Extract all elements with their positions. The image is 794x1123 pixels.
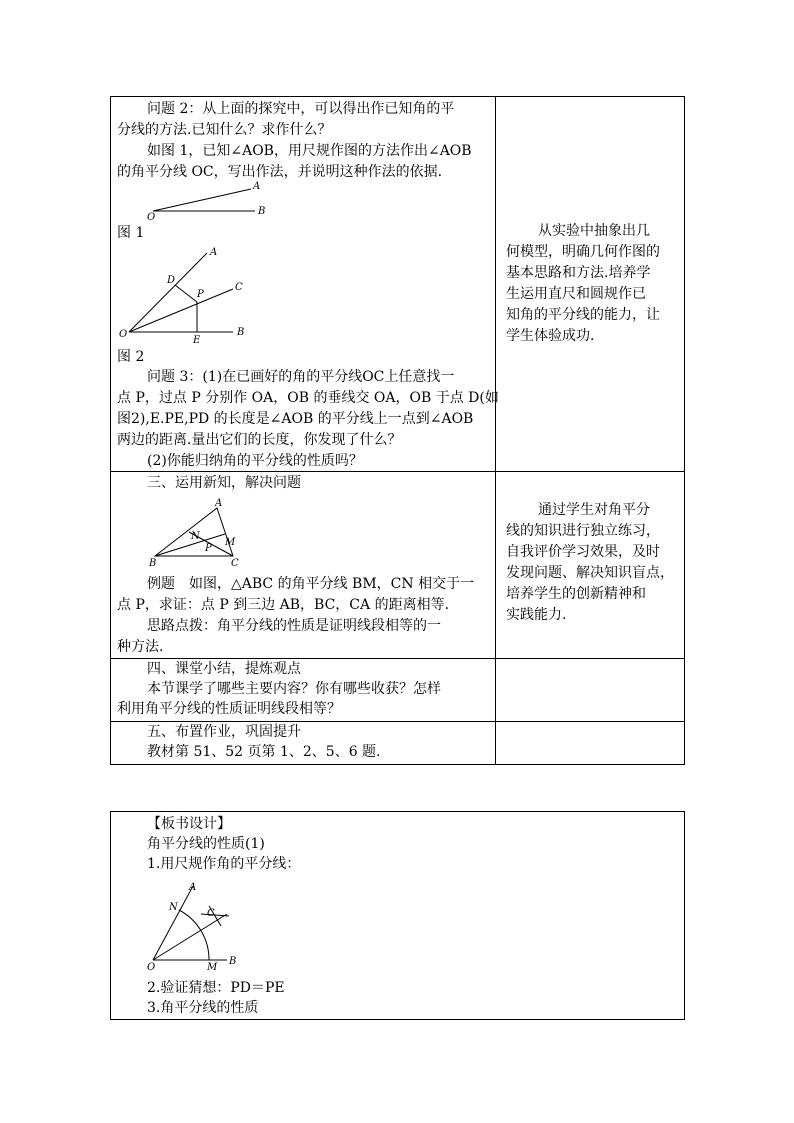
design-note: 通过学生对角平分 线的知识进行独立练习， 自我评价学习效果，及时 发现问题、解决知识盲点， 培养学生的创新精神和 实践能力. bbox=[506, 502, 674, 623]
table-row bbox=[111, 97, 684, 472]
point-label: B bbox=[237, 327, 245, 338]
point-label: D bbox=[167, 275, 176, 286]
point-label: N bbox=[169, 902, 178, 913]
point-label: M bbox=[207, 962, 218, 972]
point-label: A bbox=[215, 498, 223, 509]
text-line: 角平分线的性质(1) bbox=[147, 836, 265, 852]
content-cell bbox=[111, 97, 499, 471]
point-label: C bbox=[235, 282, 243, 293]
text-line: 的角平分线 OC，写出作法，并说明这种作法的依据. bbox=[117, 164, 443, 180]
lesson-table bbox=[110, 96, 685, 765]
text-line: 分线的方法.已知什么？求作什么？ bbox=[117, 122, 332, 138]
figure-1-angle bbox=[141, 179, 271, 224]
figure-caption: 图 2 bbox=[117, 349, 145, 365]
text-line: 两边的距离.量出它们的长度，你发现了什么？ bbox=[117, 432, 402, 448]
table-row bbox=[111, 659, 684, 722]
point-label: C bbox=[231, 558, 239, 568]
text-line: 思路点拨：角平分线的性质是证明线段相等的一 bbox=[147, 618, 441, 634]
text-line: 图2),E.PE,PD 的长度是∠AOB 的平分线上一点到∠AOB bbox=[117, 411, 474, 427]
table-row bbox=[111, 472, 684, 659]
text-line: 例题 如图，△ABC 的角平分线 BM，CN 相交于一 bbox=[147, 576, 475, 592]
board-title: 【板书设计】 bbox=[147, 816, 231, 832]
text-line: 如图 1，已知∠AOB，用尺规作图的方法作出∠AOB bbox=[147, 143, 472, 159]
section-heading: 五、布置作业，巩固提升 bbox=[147, 724, 301, 740]
point-label: A bbox=[253, 181, 261, 192]
text-line: 点 P，过点 P 分别作 OA，OB 的垂线交 OA，OB 于点 D(如 bbox=[117, 390, 499, 406]
point-label: P bbox=[205, 543, 212, 554]
point-label: M bbox=[225, 537, 236, 548]
content-cell bbox=[111, 722, 496, 764]
content-cell bbox=[111, 659, 496, 721]
text-line: 本节课学了哪些主要内容？你有哪些收获？怎样 bbox=[147, 681, 441, 697]
design-note: 从实验中抽象出几 何模型，明确几何作图的 基本思路和方法.培养学 生运用直尺和圆规作已 知角的平分线的能力，让 学生体验成功. bbox=[506, 223, 660, 344]
note-cell bbox=[496, 659, 684, 721]
text-line: 问题 3：(1)在已画好的角的平分线OC上任意找一 bbox=[147, 369, 455, 385]
table-row bbox=[111, 722, 684, 764]
board-design-box bbox=[110, 811, 685, 1020]
content-cell bbox=[111, 472, 496, 658]
note-cell bbox=[496, 722, 684, 764]
point-label: E bbox=[193, 335, 201, 345]
point-label: B bbox=[258, 206, 266, 217]
point-label: O bbox=[147, 962, 156, 972]
text-line: (2)你能归纳角的平分线的性质吗？ bbox=[147, 453, 363, 469]
section-heading: 四、课堂小结，提炼观点 bbox=[147, 661, 301, 677]
point-label: B bbox=[149, 558, 157, 568]
text-line: 问题 2：从上面的探究中，可以得出作已知角的平 bbox=[147, 101, 455, 117]
text-line: 3.角平分线的性质 bbox=[147, 1000, 259, 1016]
point-label: A bbox=[210, 247, 218, 258]
point-label: A bbox=[189, 882, 197, 893]
text-line: 2.验证猜想：PD＝PE bbox=[147, 980, 285, 996]
text-line: 1.用尺规作角的平分线： bbox=[147, 856, 301, 872]
point-label: O bbox=[147, 212, 156, 223]
point-label: O bbox=[119, 329, 128, 340]
bisector-construction-figure bbox=[145, 880, 245, 972]
text-line: 利用角平分线的性质证明线段相等？ bbox=[117, 701, 341, 717]
note-cell bbox=[496, 97, 684, 471]
point-label: N bbox=[191, 531, 200, 542]
point-label: P bbox=[197, 289, 204, 300]
note-cell bbox=[496, 472, 684, 658]
text-line: 点 P，求证：点 P 到三边 AB，BC，CA 的距离相等. bbox=[117, 597, 450, 613]
figure-2-angle-bisector bbox=[115, 245, 255, 345]
figure-caption: 图 1 bbox=[117, 225, 145, 241]
point-label: C bbox=[207, 908, 215, 919]
text-line: 教材第 51、52 页第 1、2、5、6 题. bbox=[147, 744, 381, 760]
section-heading: 三、运用新知，解决问题 bbox=[147, 475, 301, 491]
point-label: B bbox=[229, 956, 237, 967]
triangle-figure bbox=[145, 498, 245, 568]
text-line: 种方法. bbox=[117, 639, 164, 655]
